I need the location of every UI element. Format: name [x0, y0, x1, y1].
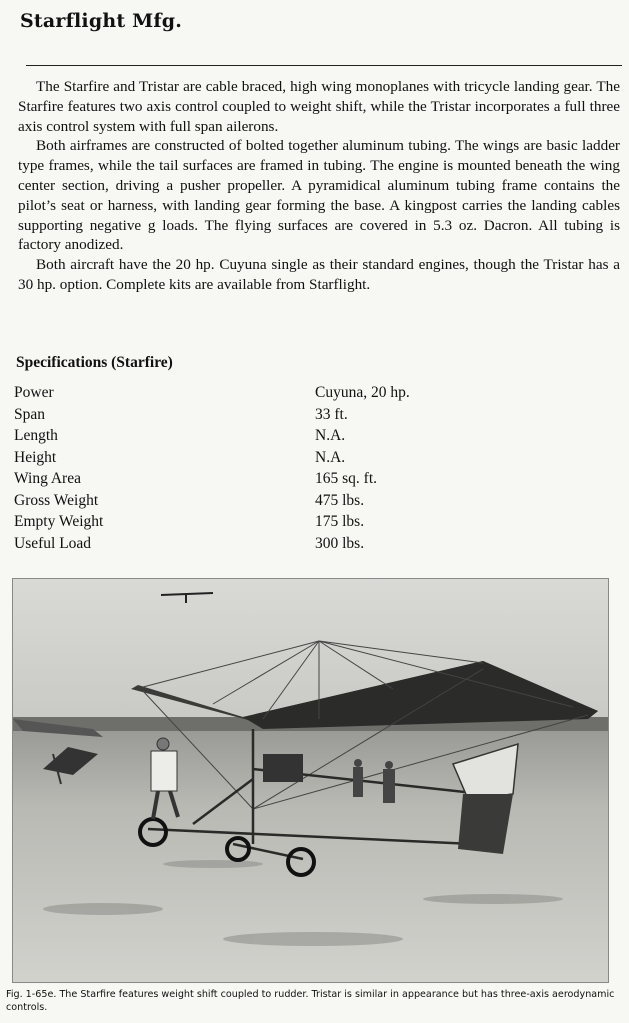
spec-row — [14, 490, 514, 512]
spec-value: 475 lbs. — [315, 491, 365, 509]
spec-row — [14, 382, 514, 404]
spec-label: Power — [14, 384, 54, 401]
spec-value: 33 ft. — [315, 405, 348, 423]
spec-label: Span — [14, 405, 45, 423]
spec-label: Length — [14, 427, 58, 444]
spec-row — [14, 425, 514, 447]
specifications-heading: Specifications (Starfire) — [16, 354, 173, 371]
spec-value: Cuyuna, 20 hp. — [315, 384, 410, 401]
paragraph: Both airframes are constructed of bolted together aluminum tubing. The wings are basic ladder type frames, while the tail surfaces are framed in tubing. The engine is mounted beneath the wing center section, driving a pusher propeller. A pyramidical aluminum tubing frame contains the pilot’s seat or harness, with landing gear forming the base. A kingpost carries the landing cables supporting negative g loads. The flying surfaces are covered in 5.3 oz. Dacron. All tubing is factory anodized. — [18, 137, 620, 254]
spec-label: Height — [14, 448, 57, 466]
article-body — [18, 77, 620, 295]
spec-row — [14, 468, 514, 490]
paragraph: The Starfire and Tristar are cable braced, high wing monoplanes with tricycle landing gear. The Starfire features two axis control coupled to weight shift, while the Tristar incorporates a full three axis control system with full span ailerons. — [18, 78, 620, 135]
specifications-table — [14, 382, 514, 554]
page-title: Starflight Mfg. — [20, 10, 183, 32]
spec-row — [14, 533, 514, 555]
title-divider — [26, 65, 622, 66]
spec-label: Wing Area — [14, 470, 81, 487]
spec-value: 300 lbs. — [315, 534, 365, 552]
paragraph: Both aircraft have the 20 hp. Cuyuna single as their standard engines, though the Tristar has a 30 hp. option. Complete kits are available from Starflight. — [18, 256, 620, 293]
spec-value: 165 sq. ft. — [315, 470, 377, 487]
spec-label: Useful Load — [14, 534, 92, 552]
spec-row — [14, 511, 514, 533]
figure-caption: Fig. 1-65e. The Starfire features weight shift coupled to rudder. Tristar is similar in appearance but has three-axis aerodynamic controls. — [6, 989, 615, 1013]
spec-label: Gross Weight — [14, 491, 99, 509]
spec-value: N.A. — [315, 448, 346, 466]
spec-label: Empty Weight — [14, 513, 104, 530]
spec-row — [14, 447, 514, 469]
engine — [263, 754, 303, 782]
spec-value: N.A. — [315, 427, 346, 444]
spec-row — [14, 404, 514, 426]
spec-value: 175 lbs. — [315, 513, 365, 530]
aircraft-photo — [12, 578, 609, 983]
